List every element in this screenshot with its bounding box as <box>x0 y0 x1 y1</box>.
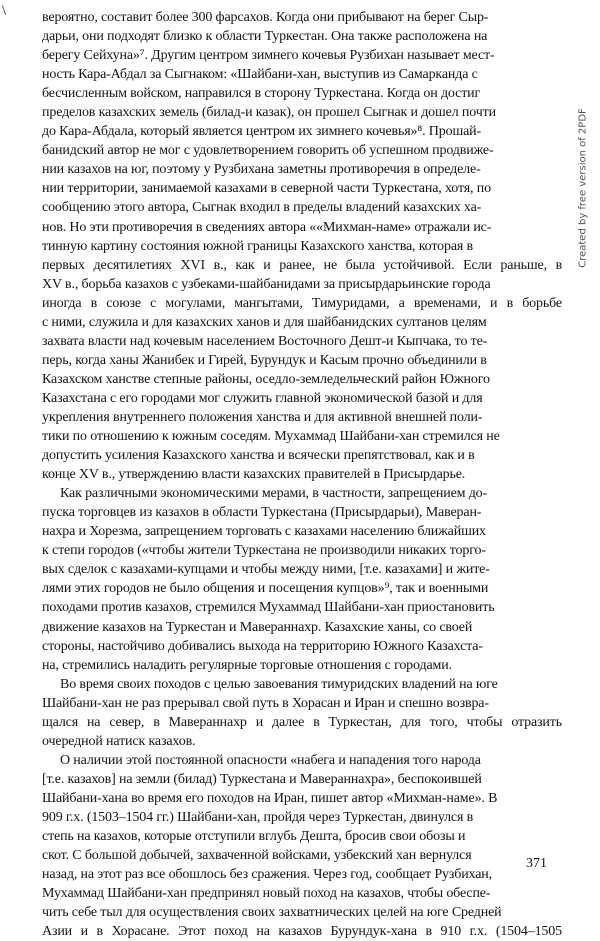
text-line: с ними, служила и для казахских ханов и для шайбанидских султанов целям <box>42 314 487 330</box>
text-line: Казахстана с его городами мог служить главной экономической базой и для <box>42 390 483 406</box>
page-number: 371 <box>526 856 547 871</box>
text-line: О наличии этой постоянной опасности «набега и нападения того народа <box>60 752 481 768</box>
text-line: ность Кара-Абдал за Сыгнаком: «Шайбани-хан, выступив из Самарканда с <box>42 67 478 83</box>
text-line: сообщению этого автора, Сыгнак входил в пределы владений казахских ха- <box>42 200 482 216</box>
text-line: Как различными экономическими мерами, в частности, запрещением до- <box>60 486 488 502</box>
text-line: чить себе тыл для осуществления своих захватнических целей на юге Средней <box>42 905 502 921</box>
text-line: тинную картину состояния южной границы Казахского ханства, которая в <box>42 238 473 254</box>
corner-mark: \ <box>2 3 7 19</box>
text-line: на, стремились наладить регулярные торговые отношения с городами. <box>42 657 452 673</box>
text-line: захвата власти над кочевым населением Восточного Дешт-и Кыпчака, то те- <box>42 333 488 349</box>
text-line: тики по отношению к южным соседям. Мухаммад Шайбани-хан стремился не <box>42 429 500 445</box>
text-line: очередной натиск казахов. <box>42 733 196 749</box>
text-line: Шайбани-хана во время его походов на Иран, пишет автор «Михман-наме». В <box>42 790 498 806</box>
text-line: перь, когда ханы Жанибек и Гирей, Бурундук и Касым прочно объединили в <box>42 352 487 368</box>
text-line: Азии и в Хорасане. Этот поход на казахов Бурундук-хана в 910 г.х. (1504–1505 <box>42 924 562 940</box>
text-line: к степи городов («чтобы жители Туркестана не производили никаких торго- <box>42 543 486 559</box>
text-line: Во время своих походов с целью завоевания тимуридских владений на юге <box>60 676 498 692</box>
text-line: бесчисленным войском, направился в сторону Туркестана. Когда он достиг <box>42 86 481 102</box>
text-line: нахра и Хорезма, запрещением торговать с казахами населению ближайших <box>42 524 486 540</box>
text-line: Мухаммад Шайбани-хан предпринял новый поход на казахов, чтобы обеспе- <box>42 886 491 902</box>
text-line: Казахском ханстве степные районы, оседло-земледельческий район Южного <box>42 371 490 387</box>
text-line: конце XV в., утверждению власти казахских правителей в Присырдарье. <box>42 467 466 483</box>
text-line: пуска торговцев из казахов в области Туркестана (Присырдарьи), Мавеpан- <box>42 505 482 521</box>
text-line: [т.е. казахов] на земли (билад) Туркестана и Мавераннахра», беспокоившей <box>42 771 482 787</box>
text-line: вероятно, составит более 300 фарсахов. Когда они прибывают на берег Сыр- <box>42 10 489 25</box>
text-line: нов. Но эти противоречия в сведениях автора ««Михман-наме» отражали ис- <box>42 219 492 235</box>
text-line: степь на казахов, которые отступили вглубь Дешта, бросив свои обозы и <box>42 829 466 845</box>
text-line: лями этих городов не было общения и посещения купцов»⁹, так и военными <box>42 581 489 597</box>
text-line: нии казахов на юг, поэтому у Рузбихана заметны противоречия в определе- <box>42 162 481 178</box>
text-line: нии территории, занимаемой казахами в северной части Туркестана, хотя, по <box>42 181 491 197</box>
text-line: стороны, настойчиво добивались выхода на территорию Южного Казахста- <box>42 638 483 654</box>
text-line: укрепления внутреннего положения ханства и для активной внешней поли- <box>42 409 483 425</box>
text-line: банидский автор не мог с удовлетворением говорить об успешном продвиже- <box>42 143 494 159</box>
text-line: иногда в союзе с могулами, мангытами, Тимуридами, а временами, и в борьбе <box>42 295 562 311</box>
body-text <box>42 8 562 941</box>
text-line: допустить усиления Казахского ханства и всячески препятствовал, как и в <box>42 448 475 464</box>
text-line: 909 г.х. (1503–1504 гг.) Шайбани-хан, пройдя через Туркестан, двинулся в <box>42 809 474 825</box>
text-line: до Кара-Абдала, который является центром их зимнего кочевья»⁸. Прошай- <box>42 124 481 140</box>
text-line: пределов казахских земель (билад-и казак), он прошел Сыгнак и дошел почти <box>42 105 496 121</box>
text-line: XV в., борьба казахов с узбеками-шайбанидами за присырдарьинские города <box>42 276 491 292</box>
text-line: походами против казахов, стремился Мухаммад Шайбани-хан приостановить <box>42 600 495 616</box>
watermark-text: Created by free version of 2PDF <box>577 108 589 268</box>
text-line: щался на север, в Мавераннахр и далее в Туркестан, для того, чтобы отразить <box>42 714 562 730</box>
text-line: Шайбани-хан не раз прерывал свой путь в Хорасан и Иран и спешно возвра- <box>42 695 489 711</box>
text-line: назад, на этот раз все обошлось без сражения. Через год, сообщает Рузбихан, <box>42 867 492 883</box>
text-line: скот. С большой добычей, захваченной войсками, узбекский хан вернулся <box>42 848 472 864</box>
watermark <box>573 28 593 348</box>
text-line: первых десятилетиях XVI в., как и ранее, не была устойчивой. Если раньше, в <box>42 257 562 273</box>
text-line: движение казахов на Туркестан и Мавераннахр. Казахские ханы, со своей <box>42 619 473 635</box>
text-line: вых сделок с казахами-купцами и чтобы между ними, [т.е. казахами] и жите- <box>42 562 490 578</box>
text-line: берегу Сейхуна»⁷. Другим центром зимнего кочевья Рузбихан называет мест- <box>42 48 495 64</box>
text-line: дарьи, они подходят близко к области Туркестан. Она также расположена на <box>42 29 488 45</box>
